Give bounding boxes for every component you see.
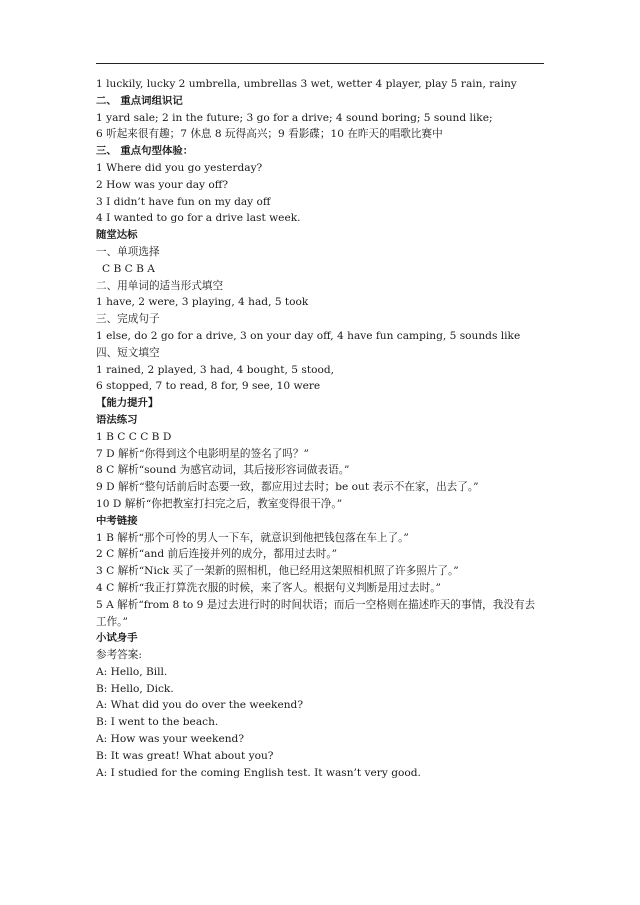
answer-line: 10 D 解析“你把教室打扫完之后，教室变得很干净。”: [96, 497, 343, 510]
answer-line: 1 luckily, lucky 2 umbrella, umbrellas 3 wet, wetter 4 player, play 5 rain, rainy: [96, 78, 517, 90]
answer-line: C B C B A: [102, 262, 155, 275]
answer-label: 参考答案:: [96, 649, 142, 662]
section-heading: 三、 重点句型体验：: [96, 145, 194, 158]
subsection-heading: 四、短文填空: [96, 346, 160, 359]
answer-line: 4 I wanted to go for a drive last week.: [96, 212, 301, 225]
dialogue-line: B: I went to the beach.: [96, 716, 219, 729]
answer-line: 1 B C C C B D: [96, 430, 172, 443]
answer-line: 1 have, 2 were, 3 playing, 4 had, 5 took: [96, 296, 309, 309]
dialogue-line: A: Hello, Bill.: [96, 665, 168, 678]
answer-line: 1 yard sale; 2 in the future; 3 go for a drive; 4 sound boring; 5 sound like;: [96, 111, 493, 124]
answer-line: 2 C 解析“and 前后连接并列的成分，都用过去时。”: [96, 548, 338, 561]
answer-line: 1 B 解析“那个可怜的男人一下车，就意识到他把钱包落在车上了。”: [96, 531, 409, 544]
answer-line: 1 else, do 2 go for a drive, 3 on your day off, 4 have fun camping, 5 sounds like: [96, 329, 521, 342]
dialogue-line: A: How was your weekend?: [96, 733, 245, 746]
section-heading: 中考链接: [96, 514, 138, 527]
answer-line: 6 听起来很有趣；7 休息 8 玩得高兴；9 看影碟；10 在昨天的唱歌比赛中: [96, 128, 443, 141]
dialogue-line: B: Hello, Dick.: [96, 682, 174, 695]
dialogue-line: B: It was great! What about you?: [96, 749, 274, 762]
answer-line: 2 How was your day off?: [96, 178, 228, 191]
subsection-heading: 三、完成句子: [96, 313, 160, 326]
section-heading: 语法练习: [96, 413, 138, 426]
section-heading: 随堂达标: [96, 229, 138, 242]
answer-line: 1 rained, 2 played, 3 had, 4 bought, 5 stood,: [96, 363, 335, 376]
answer-line: 工作。”: [96, 615, 128, 628]
answer-line: 6 stopped, 7 to read, 8 for, 9 see, 10 were: [96, 380, 321, 393]
section-heading: 小试身手: [96, 632, 138, 645]
answer-line: 3 I didn’t have fun on my day off: [96, 195, 271, 208]
document-body: [96, 76, 556, 781]
section-heading: 二、 重点词组识记: [96, 94, 183, 107]
answer-line: 5 A 解析“from 8 to 9 是过去进行时的时间状语；而后一空格则在描述昨天的事情，我没有去: [96, 598, 536, 611]
answer-line: 9 D 解析“整句话前后时态要一致，都应用过去时；be out 表示不在家，出去了。”: [96, 481, 479, 494]
answer-line: 8 C 解析“sound 为感官动词，其后接形容词做表语。”: [96, 464, 350, 477]
subsection-heading: 二、用单词的适当形式填空: [96, 279, 224, 292]
header-rule: [96, 63, 544, 64]
subsection-heading: 一、单项选择: [96, 245, 160, 258]
answer-line: 1 Where did you go yesterday?: [96, 161, 263, 174]
dialogue-line: A: What did you do over the weekend?: [96, 699, 303, 712]
answer-line: 4 C 解析“我正打算洗衣服的时候，来了客人。根据句义判断是用过去时。”: [96, 581, 441, 594]
answer-line: 3 C 解析“Nick 买了一架新的照相机，他已经用这架照相机照了许多照片了。”: [96, 565, 459, 578]
answer-line: 7 D 解析“你得到这个电影明星的签名了吗？”: [96, 447, 309, 460]
section-heading: 【能力提升】: [96, 397, 159, 410]
dialogue-line: A: I studied for the coming English test. It wasn’t very good.: [96, 766, 421, 779]
